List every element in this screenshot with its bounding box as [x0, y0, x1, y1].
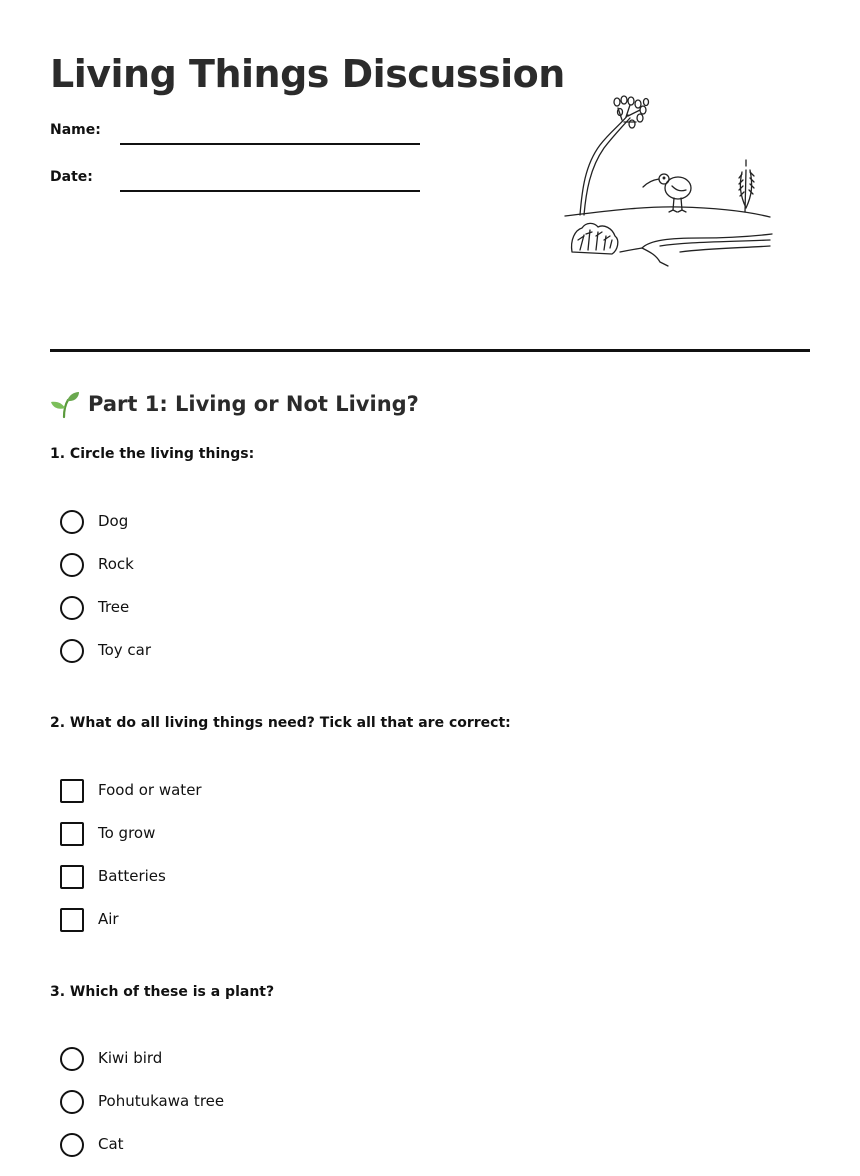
radio-button[interactable]	[60, 596, 84, 620]
checkbox[interactable]	[60, 908, 84, 932]
option-tree[interactable]	[60, 596, 151, 639]
part1-heading	[50, 388, 419, 420]
option-label: Pohutukawa tree	[98, 1092, 225, 1110]
name-label: Name:	[50, 122, 101, 138]
option-pohutukawa-tree[interactable]	[60, 1090, 224, 1133]
radio-button[interactable]	[60, 639, 84, 663]
date-label: Date:	[50, 169, 93, 185]
option-label: Rock	[98, 555, 134, 573]
option-label: Dog	[98, 512, 129, 530]
nature-scene-kiwi-icon	[560, 90, 780, 270]
option-label: Batteries	[98, 867, 166, 885]
question-1-options	[60, 510, 151, 682]
radio-button[interactable]	[60, 510, 84, 534]
checkbox[interactable]	[60, 822, 84, 846]
question-3: 3. Which of these is a plant?	[50, 984, 275, 1000]
checkbox[interactable]	[60, 779, 84, 803]
question-2-options	[60, 779, 202, 951]
option-air[interactable]	[60, 908, 202, 951]
option-cat[interactable]	[60, 1133, 224, 1176]
option-label: Toy car	[98, 641, 152, 659]
option-label: To grow	[98, 824, 156, 842]
page-title: Living Things Discussion	[50, 52, 565, 96]
option-food-or-water[interactable]	[60, 779, 202, 822]
option-label: Cat	[98, 1135, 124, 1153]
option-label: Food or water	[98, 781, 202, 799]
option-batteries[interactable]	[60, 865, 202, 908]
radio-button[interactable]	[60, 1047, 84, 1071]
option-to-grow[interactable]	[60, 822, 202, 865]
question-3-options	[60, 1047, 224, 1176]
date-line[interactable]	[120, 190, 420, 192]
name-field[interactable]	[50, 120, 430, 144]
question-2: 2. What do all living things need? Tick all that are correct:	[50, 715, 511, 731]
name-line[interactable]	[120, 143, 420, 145]
section-title: Part 1: Living or Not Living?	[88, 392, 419, 416]
radio-button[interactable]	[60, 553, 84, 577]
date-field[interactable]	[50, 167, 430, 191]
radio-button[interactable]	[60, 1090, 84, 1114]
checkbox[interactable]	[60, 865, 84, 889]
radio-button[interactable]	[60, 1133, 84, 1157]
sprout-icon	[50, 389, 80, 419]
option-kiwi-bird[interactable]	[60, 1047, 224, 1090]
option-toy-car[interactable]	[60, 639, 151, 682]
section-divider	[50, 349, 810, 352]
option-label: Tree	[98, 598, 130, 616]
option-label: Air	[98, 910, 119, 928]
option-dog[interactable]	[60, 510, 151, 553]
option-label: Kiwi bird	[98, 1049, 163, 1067]
option-rock[interactable]	[60, 553, 151, 596]
question-1: 1. Circle the living things:	[50, 446, 255, 462]
